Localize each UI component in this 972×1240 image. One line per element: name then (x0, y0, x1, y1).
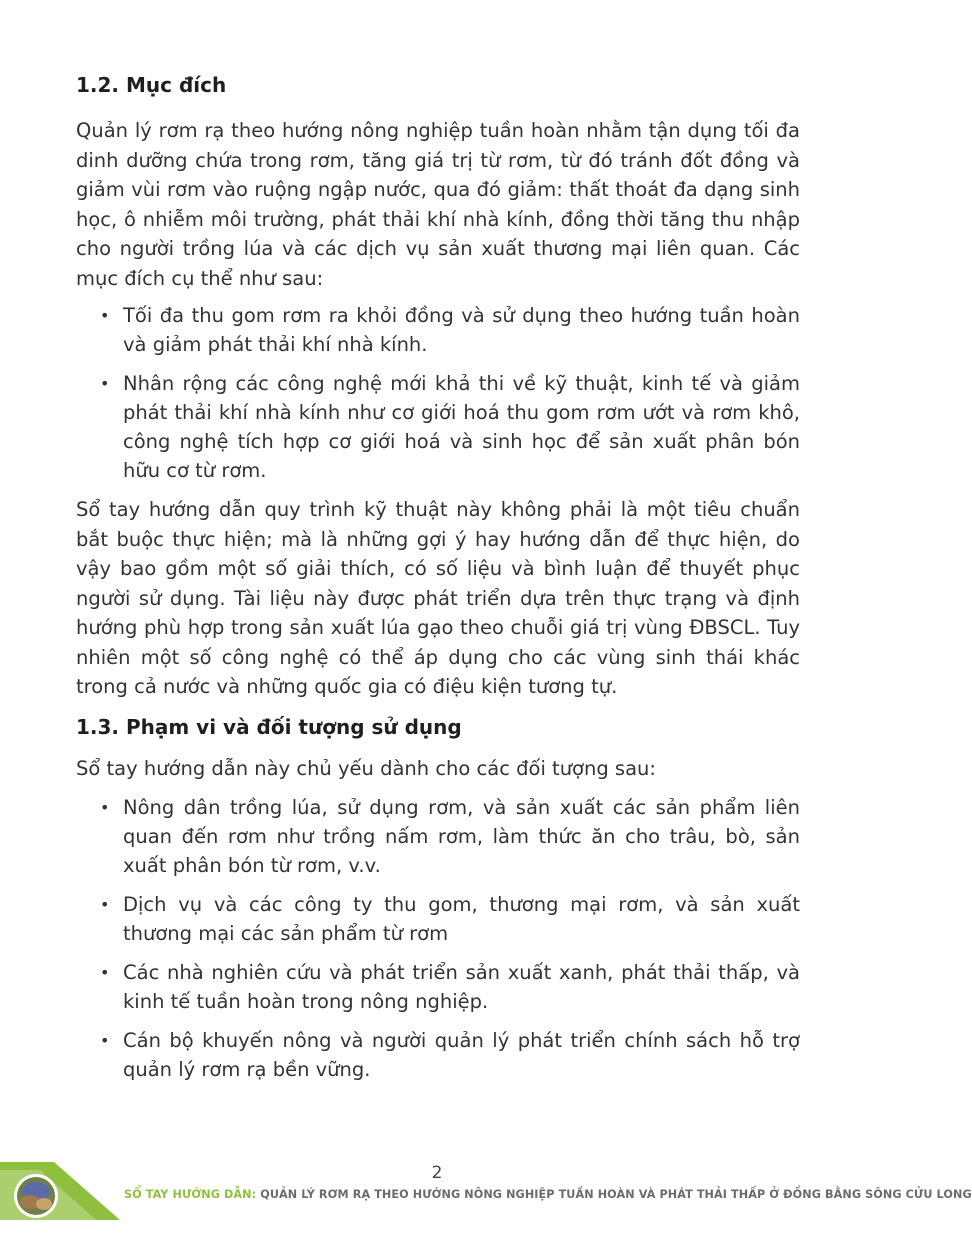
bullet-icon: • (100, 963, 110, 982)
list-item (76, 369, 800, 485)
rice-field-logo-icon (0, 1162, 120, 1220)
bullet-icon: • (100, 306, 110, 325)
purpose-bullet-list (76, 301, 800, 485)
bullet-icon: • (100, 895, 110, 914)
list-item-text: Cán bộ khuyến nông và người quản lý phát triển chính sách hỗ trợ quản lý rơm rạ bền vững. (123, 1029, 800, 1081)
purpose-closing-paragraph: Sổ tay hướng dẫn quy trình kỹ thuật này không phải là một tiêu chuẩn bắt buộc thực hiện; mà là những gợi ý hay hướng dẫn để thực hiện, do vậy bao gồm một số giải thích, có số liệu và bình luận để thuyết phục người sử dụng. Tài liệu này được phát triển dựa trên thực trạng và định hướng phù hợp trong sản xuất lúa gạo theo chuỗi giá trị vùng ĐBSCL. Tuy nhiên một số công nghệ có thể áp dụng cho các vùng sinh thái khác trong cả nước và những quốc gia có điệu kiện tương tự. (76, 498, 800, 698)
list-item-text: Nông dân trồng lúa, sử dụng rơm, và sản xuất các sản phẩm liên quan đến rơm như trồng nấm rơm, làm thức ăn cho trâu, bò, sản xuất phân bón từ rơm, v.v. (123, 796, 800, 877)
list-item (76, 890, 800, 948)
list-item-text: Các nhà nghiên cứu và phát triển sản xuất xanh, phát thải thấp, và kinh tế tuần hoàn trong nông nghiệp. (123, 961, 800, 1013)
page-content (76, 70, 800, 1094)
footer-series-label: SỔ TAY HƯỚNG DẪN: (124, 1188, 257, 1201)
footer-running-title (124, 1188, 972, 1201)
page-number: 2 (431, 1163, 443, 1183)
list-item-text: Nhân rộng các công nghệ mới khả thi về kỹ thuật, kinh tế và giảm phát thải khí nhà kính như cơ giới hoá thu gom rơm ướt và rơm khô, công nghệ tích hợp cơ giới hoá và sinh học để sản xuất phân bón hữu cơ từ rơm. (123, 372, 800, 482)
list-item-text: Dịch vụ và các công ty thu gom, thương mại rơm, và sản xuất thương mại các sản phẩm từ rơm (123, 893, 800, 945)
bullet-icon: • (100, 374, 110, 393)
list-item (76, 1026, 800, 1084)
list-item (76, 958, 800, 1016)
list-item (76, 793, 800, 880)
bullet-icon: • (100, 798, 110, 817)
list-item (76, 301, 800, 359)
section-heading-scope: 1.3. Phạm vi và đối tượng sử dụng (76, 714, 462, 739)
footer-title: QUẢN LÝ RƠM RẠ THEO HƯỚNG NÔNG NGHIỆP TUẦN HOÀN VÀ PHÁT THẢI THẤP Ở ĐỒNG BẰNG SÔNG CỬU LONG (260, 1188, 972, 1201)
scope-intro-paragraph: Sổ tay hướng dẫn này chủ yếu dành cho các đối tượng sau: (76, 756, 656, 780)
section-heading-purpose: 1.2. Mục đích (76, 73, 227, 97)
scope-bullet-list (76, 793, 800, 1084)
list-item-text: Tối đa thu gom rơm ra khỏi đồng và sử dụng theo hướng tuần hoàn và giảm phát thải khí nhà kính. (123, 304, 800, 356)
purpose-intro-paragraph: Quản lý rơm rạ theo hướng nông nghiệp tuần hoàn nhằm tận dụng tối đa dinh dưỡng chứa trong rơm, tăng giá trị từ rơm, từ đó tránh đốt đồng và giảm vùi rơm vào ruộng ngập nước, qua đó giảm: thất thoát đa dạng sinh học, ô nhiễm môi trường, phát thải khí nhà kính, đồng thời tăng thu nhập cho người trồng lúa và các dịch vụ sản xuất thương mại liên quan. Các mục đích cụ thể như sau: (76, 119, 800, 290)
bullet-icon: • (100, 1031, 110, 1050)
